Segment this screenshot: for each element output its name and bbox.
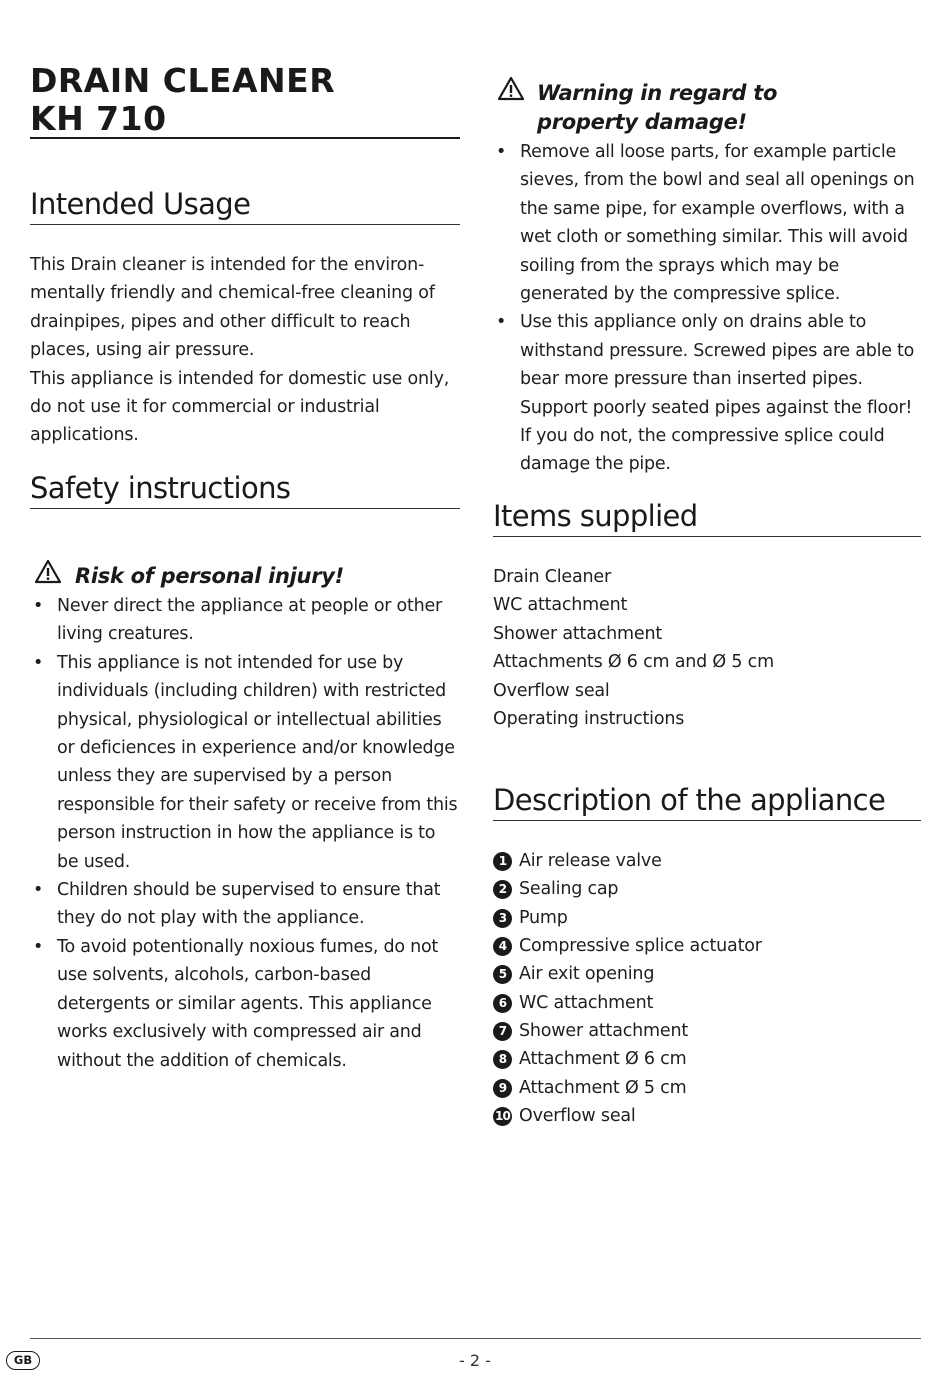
supplied-item: WC attachment	[493, 595, 628, 616]
warning-triangle-icon	[497, 76, 525, 102]
part-number-badge: 4	[493, 937, 512, 956]
page-number: - 2 -	[459, 1351, 491, 1370]
bullet-icon: •	[33, 596, 44, 616]
safety-instructions-heading: Safety instructions	[30, 470, 460, 509]
part-label: Sealing cap	[519, 879, 619, 900]
part-label: WC attachment	[519, 992, 654, 1013]
intended-usage-paragraph-2: This appliance is intended for domestic use only, do not use it for commercial or industrial applications.	[30, 368, 450, 446]
bullet-text: This appliance is not intended for use by individuals (including children) with restricted physical, physiological or intellectual abilities or deficiences in experience and/or knowledge unless they are supervised by a person responsible for their safety or receive from this person instruction in how the appliance is to be used.	[57, 652, 458, 872]
bullet-text: Use this appliance only on drains able to withstand pressure. Screwed pipes are able to bear more pressure than inserted pipes. Support poorly seated pipes against the floor! If you do not, the compressive splice could damage the pipe.	[520, 312, 915, 475]
part-item	[493, 847, 921, 875]
part-label: Pump	[519, 907, 568, 928]
part-label: Compressive splice actuator	[519, 936, 762, 957]
parts-list	[493, 847, 921, 1130]
supplied-item: Drain Cleaner	[493, 567, 611, 587]
part-number-badge: 7	[493, 1022, 512, 1041]
warning-triangle-icon	[34, 559, 62, 585]
bullet-item	[30, 592, 460, 649]
items-supplied-heading: Items supplied	[493, 498, 921, 537]
part-label: Air release valve	[519, 851, 662, 871]
country-code-badge: GB	[6, 1351, 40, 1370]
injury-warning-title: Risk of personal injury!	[75, 564, 344, 588]
part-number-badge: 1	[493, 852, 512, 871]
bullet-item	[30, 876, 460, 933]
bullet-item	[30, 933, 460, 1075]
intended-usage-heading: Intended Usage	[30, 186, 460, 225]
part-item	[493, 904, 921, 932]
bullet-text: Remove all loose parts, for example particle sieves, from the bowl and seal all openings on the same pipe, for example overflows, with a wet cloth or something similar. This will avoid soiling from the sprays which may be generated by the compressive splice.	[520, 142, 915, 305]
bullet-icon: •	[33, 880, 44, 901]
part-item	[493, 1017, 921, 1045]
supplied-item: Operating instructions	[493, 709, 685, 730]
bullet-icon: •	[33, 936, 44, 957]
property-warning-list	[493, 138, 921, 479]
part-label: Shower attachment	[519, 1021, 688, 1042]
part-item	[493, 875, 921, 903]
bullet-icon: •	[33, 652, 44, 673]
bullet-icon: •	[496, 142, 507, 162]
bullet-text: Children should be supervised to ensure that they do not play with the appliance.	[57, 880, 441, 929]
intended-usage-paragraph-1: This Drain cleaner is intended for the environ-mentally friendly and chemical-free cleaning of drainpipes, pipes and other difficult to reach places, using air pressure.	[30, 255, 435, 361]
part-item	[493, 932, 921, 960]
part-number-badge: 10	[493, 1107, 512, 1126]
bullet-text: Never direct the appliance at people or other living creatures.	[57, 596, 442, 645]
injury-warning-list	[30, 592, 460, 1075]
supplied-item: Attachments Ø 6 cm and Ø 5 cm	[493, 652, 774, 673]
footer-divider	[30, 1338, 921, 1339]
part-item	[493, 1102, 921, 1130]
intended-usage-text	[30, 251, 460, 450]
bullet-icon: •	[496, 312, 507, 333]
part-number-badge: 3	[493, 909, 512, 928]
part-label: Overflow seal	[519, 1106, 636, 1127]
part-item	[493, 1045, 921, 1073]
title-line-2: KH 710	[30, 99, 167, 138]
supplied-item: Overflow seal	[493, 680, 610, 701]
part-label: Attachment Ø 5 cm	[519, 1077, 687, 1098]
property-warning-title: Warning in regard to property damage!	[537, 81, 778, 134]
document-title	[30, 62, 460, 139]
title-line-1: DRAIN CLEANER	[30, 61, 336, 100]
part-number-badge: 6	[493, 994, 512, 1013]
part-label: Attachment Ø 6 cm	[519, 1049, 687, 1070]
part-number-badge: 9	[493, 1079, 512, 1098]
part-number-badge: 2	[493, 880, 512, 899]
part-number-badge: 5	[493, 965, 512, 984]
part-label: Air exit opening	[519, 964, 655, 985]
bullet-item	[493, 138, 921, 308]
bullet-item	[493, 308, 921, 478]
part-item	[493, 960, 921, 988]
bullet-text: To avoid potentionally noxious fumes, do not use solvents, alcohols, carbon-based detergents or similar agents. This appliance works exclusively with compressed air and without the addition of chemicals.	[57, 936, 439, 1071]
part-number-badge: 8	[493, 1050, 512, 1069]
part-item	[493, 1074, 921, 1102]
bullet-item	[30, 649, 460, 876]
supplied-item: Shower attachment	[493, 623, 662, 644]
items-supplied-list	[493, 563, 921, 733]
description-heading: Description of the appliance	[493, 782, 921, 821]
part-item	[493, 989, 921, 1017]
